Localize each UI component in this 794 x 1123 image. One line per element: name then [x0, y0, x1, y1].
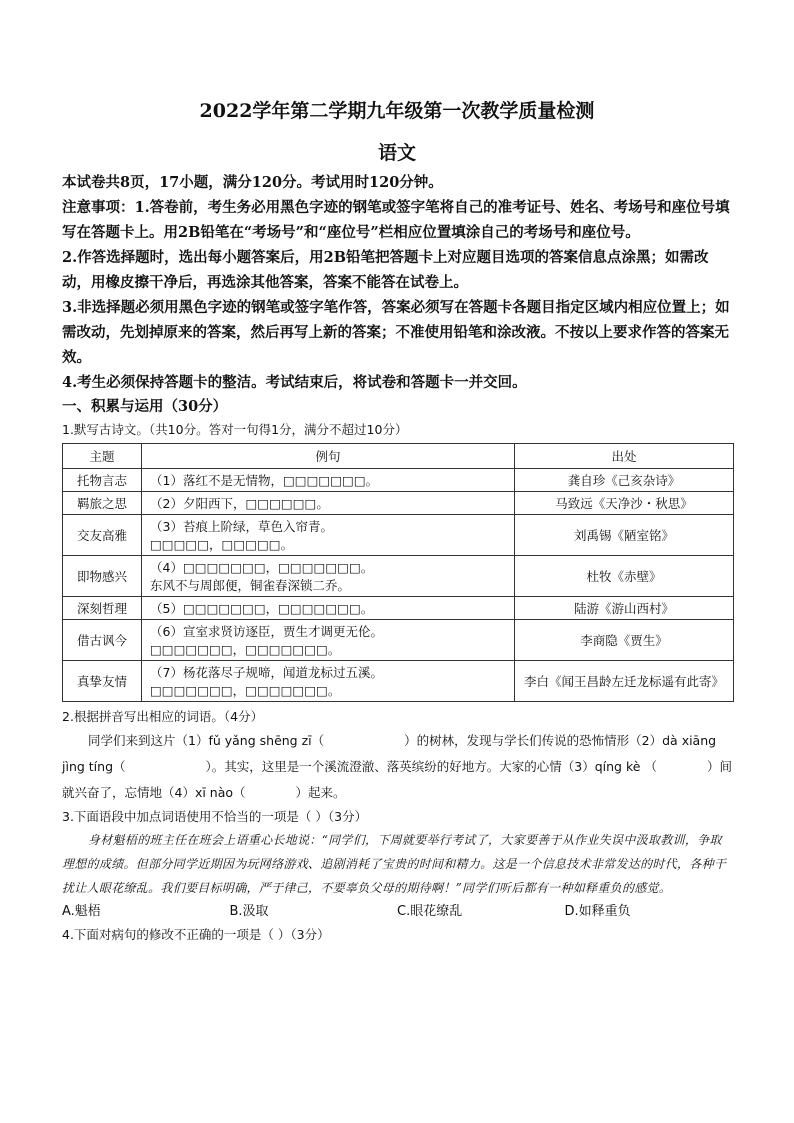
subject-title: 语文 [377, 142, 416, 164]
option-d[interactable]: D.如释重负 [564, 904, 631, 919]
table-row [63, 597, 734, 620]
table-row [63, 620, 734, 661]
example-cell [142, 469, 515, 492]
table-row [63, 492, 734, 515]
table-row [63, 469, 734, 492]
source-cell: 马致远《天净沙・秋思》 [515, 492, 734, 515]
example-line: （1）落红不是无情物，□□□□□□□。 [150, 473, 379, 488]
question-3-options [62, 900, 732, 924]
theme-cell: 即物感兴 [63, 556, 142, 597]
example-line: □□□□□，□□□□□。 [150, 537, 294, 552]
q2-part: xiāng jìng tíng（ [62, 733, 717, 774]
example-line: □□□□□□□，□□□□□□□。 [150, 642, 341, 657]
question-2-text [62, 728, 732, 806]
instruction-5: 4.考生必须保持答题卡的整洁。考试结束后，将试卷和答题卡一并交回。 [62, 374, 527, 391]
example-line: （5）□□□□□□□，□□□□□□□。 [150, 601, 374, 616]
column-header-example: 例句 [142, 444, 515, 469]
instruction-2: 注意事项：1.答卷前，考生务必用黑色字迹的钢笔或签字笔将自己的准考证号、姓名、考场号和座位号填写在答题卡上。用2B铅笔在“考场号”和“座位号”栏相应位置填涂自己的考场号和座位号。 [62, 199, 730, 241]
table-header-row [63, 444, 734, 469]
theme-cell: 深刻哲理 [63, 597, 142, 620]
example-line: （4）□□□□□□□，□□□□□□□。 [150, 560, 374, 575]
table-row [63, 515, 734, 556]
q2-part: （ [644, 759, 657, 774]
question-3-prompt: 3.下面语段中加点词语使用不恰当的一项是（ ）（3分） [62, 809, 368, 824]
example-cell [142, 620, 515, 661]
example-cell [142, 597, 515, 620]
example-cell [142, 556, 515, 597]
source-cell: 刘禹锡《陋室铭》 [515, 515, 734, 556]
theme-cell: 交友高雅 [63, 515, 142, 556]
example-line: （6）宣室求贤访逐臣，贾生才调更无伦。 [150, 624, 383, 639]
poem-table [62, 443, 734, 702]
exam-page [62, 96, 732, 946]
source-cell: 李白《闻王昌龄左迁龙标遥有此寄》 [515, 661, 734, 702]
source-cell: 杜牧《赤壁》 [515, 556, 734, 597]
instruction-3: 2.作答选择题时，选出每小题答案后，用2B铅笔把答题卡上对应题目选项的答案信息点涂黑；如需改动，用橡皮擦干净后，再选涂其他答案，答案不能答在试卷上。 [62, 249, 709, 291]
example-line: （3）苔痕上阶绿，草色入帘青。 [150, 519, 333, 534]
source-cell: 龚自珍《己亥杂诗》 [515, 469, 734, 492]
example-line: □□□□□□□，□□□□□□□。 [150, 683, 341, 698]
column-header-theme: 主题 [63, 444, 142, 469]
q2-part: ）起来。 [295, 785, 346, 800]
option-a[interactable]: A.魁梧 [62, 904, 101, 919]
q2-part: ）间就兴奋了，忘情地（4）xī nào（ [62, 759, 732, 800]
question-4-prompt: 4.下面对病句的修改不正确的一项是（ ）（3分） [62, 927, 330, 942]
q2-part: ）的树林，发现与学长们传说的恐怖情形（2）dà [404, 733, 678, 748]
example-line: （2）夕阳西下，□□□□□□。 [150, 496, 329, 511]
q2-part: 同学们来到这片（1）fǔ yǎng shēng zī（ [88, 733, 325, 748]
example-line: （7）杨花落尽子规啼，闻道龙标过五溪。 [150, 665, 383, 680]
table-row [63, 661, 734, 702]
theme-cell: 托物言志 [63, 469, 142, 492]
instruction-1: 本试卷共8页，17小题，满分120分。考试用时120分钟。 [62, 174, 443, 191]
section-heading: 一、积累与运用（30分） [62, 398, 228, 415]
theme-cell: 真挚友情 [63, 661, 142, 702]
question-3-passage: 身材魁梧的班主任在班会上语重心长地说：“同学们，下周就要举行考试了，大家要善于从作业失误中汲取教训，争取理想的成绩。但部分同学近期因为玩网络游戏、追剧消耗了宝贵的时间和精力。这是一个信息技术非常发达的时代，各种干扰让人眼花缭乱。我们要目标明确，严于律己，不要辜负父母的期待啊！”同学们听后都有一种如释重负的感觉。 [62, 833, 727, 895]
example-line: 东风不与周郎便，铜雀春深锁二乔。 [150, 578, 351, 593]
q2-part: ）。其实，这里是一个溪流澄澈、落英缤纷的好地方。大家的心情（3）qíng kè [205, 759, 641, 774]
theme-cell: 羁旅之思 [63, 492, 142, 515]
table-row [63, 556, 734, 597]
column-header-source: 出处 [515, 444, 734, 469]
example-cell [142, 661, 515, 702]
option-b[interactable]: B.汲取 [229, 904, 269, 919]
question-1-prompt: 1.默写古诗文。（共10分。答对一句得1分，满分不超过10分） [62, 422, 408, 437]
question-2-prompt: 2.根据拼音写出相应的词语。（4分） [62, 709, 264, 724]
source-cell: 陆游《游山西村》 [515, 597, 734, 620]
option-c[interactable]: C.眼花缭乱 [397, 904, 463, 919]
source-cell: 李商隐《贾生》 [515, 620, 734, 661]
instruction-4: 3.非选择题必须用黑色字迹的钢笔或签字笔作答，答案必须写在答题卡各题目指定区域内相应位置上；如需改动，先划掉原来的答案，然后再写上新的答案；不准使用铅笔和涂改液。不按以上要求作答的答案无效。 [62, 299, 730, 366]
theme-cell: 借古讽今 [63, 620, 142, 661]
exam-title: 2022学年第二学期九年级第一次教学质量检测 [199, 100, 595, 122]
example-cell [142, 515, 515, 556]
example-cell [142, 492, 515, 515]
